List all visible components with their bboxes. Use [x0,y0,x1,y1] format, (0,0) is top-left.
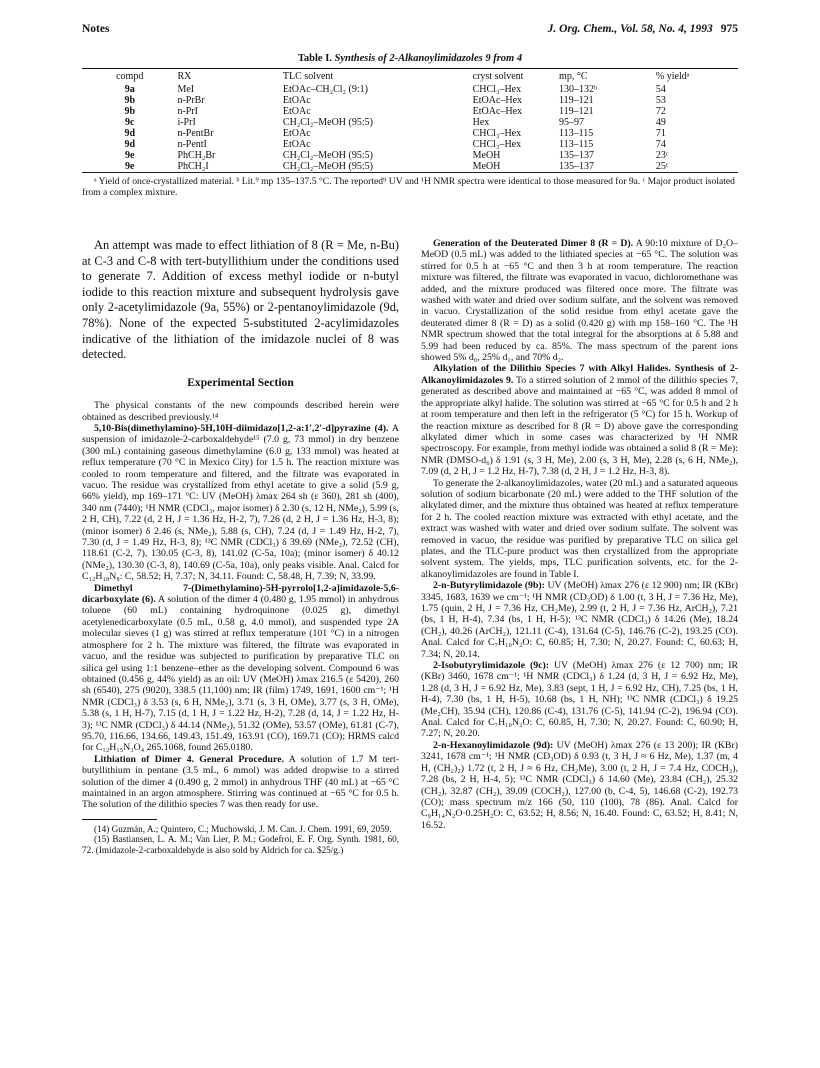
cell-rx: n-PrBr [177,95,205,106]
cell-cryst-solvent: EtOAc–Hex [472,95,523,106]
compound-6-text: A solution of the dimer 4 (0.480 g, 1.95 mmol) in anhydrous toluene (60 mL) containing hydroquinone (0.025 g), dimethyl acetylenedicarboxylate (0.5 mL, 0.58 g, 4.0 mmol), and suspended type 2A molecular sieves (1 g) was stirred at reflux temperature (101 °C) in a nitrogen atmosphere for 2 h. The mixture was filtered, the filtrate was evaporated in vacuo, and the residue was subjected to purification by preparative TLC on silica gel using 1:1 benzene–ether as the developing solvent. Compound 6 was obtained (0.456 g, 44% yield) as an oil: UV (MeOH) λmax 216.5 (ε 5420), 260 sh (6540), 275 (9020), 338.5 (11,100) nm; IR (film) 1749, 1691, 1600 cm⁻¹; ¹H NMR (CDCl₃) δ 3.53 (s, 6 H, NMe₂), 3.71 (s, 3 H, OMe), 3.77 (s, 3 H, OMe), 5.38 (s, 1 H, H-7), 7.15 (d, 1 H, J = 1.22 Hz, H-2), 7.28 (d, 14, J = 1.22 Hz, H-3); ¹³C NMR (CDCl₃) δ 44.14 (NMe₂), 51.32 (OMe), 53.57 (OMe), 61.81 (C-7), 95.70, 116.66, 134.66, 149.43, 151.49, 163.91 (CO), 169.71 (CO); HRMS calcd for C₁₂H₁₅N₃O₄ 265.1068, found 265.0180. [82,594,399,754]
paragraph-alkylation [421,363,738,477]
alkylation-text: To a stirred solution of 2 mmol of the dilithio species 7, generated as described above and maintained at −65 °C, was added 8 mmol of the appropriate alkyl halide. The solution was stirred at −65 °C for 0.5 h and 2 h at room temperature and then left in the refrigerator (5 °C) for 15 h. Workup of the reaction mixture as described for 8 (R = D) above gave the corresponding alkylated dimer which in some cases was characterized by ¹H NMR spectroscopy. For example, from methyl iodide was obtained a solid 8 (R = Me): NMR (DMSO-d₆) δ 1.91 (s, 3 H, Me), 2.00 (s, 3 H, Me), 2.28 (s, 6 H, NMe₂), 7.09 (d, 2 H, J = 1.2 Hz, H-7), 7.38 (d, 2 H, J = 1.2 Hz, H-3, 8). [421,374,738,478]
cell-tlc-solvent: EtOAc [282,106,311,117]
cell-mp: 135–137 [559,161,595,172]
cell-mp: 119–121 [559,106,594,117]
cell-tlc-solvent: EtOAc [282,128,311,139]
table-row [82,161,738,172]
cell-rx: n-PentBr [177,128,214,139]
table-row [82,84,738,95]
cell-rx: i-PrI [177,117,196,128]
cell-tlc-solvent: EtOAc [282,95,311,106]
left-column [82,238,399,856]
cell-yield: 49 [655,117,666,128]
table-label: Table I. [297,53,332,64]
page-number: 975 [720,23,738,35]
compound-6-heading: Dimethyl 7-(Dimethylamino)-5H-pyrrolo[1,2-a]imidazole-5,6-dicarboxylate (6). [82,582,399,606]
cell-yield: 23ᶜ [655,150,669,161]
header-yield: % yieldᵃ [655,71,690,82]
footnote-rule [82,819,157,820]
cell-cryst-solvent: CHCl₃–Hex [472,84,522,95]
cell-mp: 119–121 [559,95,594,106]
paragraph-9c [421,660,738,740]
header-mp: mp, °C [559,71,588,82]
cell-cryst-solvent: CHCl₃–Hex [472,128,522,139]
header-compd: compd [116,71,144,82]
table-header-row [82,69,738,84]
paragraph-alkanoylimidazoles: To generate the 2-alkanoylimidazoles, water (20 mL) and a saturated aqueous solution of sodium bicarbonate (20 mL) were added to the THF solution of the alkylated dimer, and the mixture thus obtained was heated at reflux temperature for 2 h. The cooled reaction mixture was extracted with ethyl acetate, and the extract was washed with water and dried over sodium sulfate. The solvent was removed in vacuo, the residue was purified by preparative TLC on silica gel plates, and the TLC-pure product was then crystallized from the appropriate solvent system. The yields, mps, TLC purification solvents, etc. for the 2-alkanoylimidazoles are found in Table I. [421,477,738,580]
table-caption [82,53,738,64]
cell-tlc-solvent: CH₂Cl₂–MeOH (95:5) [282,117,373,128]
paragraph-compound-4 [82,423,399,583]
table-row [82,150,738,161]
cell-cryst-solvent: CHCl₃–Hex [472,139,522,150]
journal-citation [548,23,738,35]
cell-compd: 9b [124,95,135,106]
cell-compd: 9c [124,117,135,128]
cell-yield: 71 [655,128,666,139]
header-rx: RX [177,71,192,82]
intro-paragraph: An attempt was made to effect lithiation of 8 (R = Me, n-Bu) at C-3 and C-8 with tert-butyllithium under the conditions used to generate 7. Addition of excess methyl iodide or n-butyl iodide to this reaction mixture and subsequent hydrolysis gave only 2-acetylimidazole (9a, 55%) or 2-pentanoylimidazole (9d, 78%). None of the expected 5-substituted 2-acylimidazoles indicative of the lithiation of the imidazole nuclei of 8 was detected. [82,238,399,362]
cell-cryst-solvent: MeOH [472,161,501,172]
journal-citation-text: J. Org. Chem., Vol. 58, No. 4, 1993 [547,23,713,35]
cell-compd: 9e [124,161,135,172]
cell-compd: 9a [124,84,135,95]
cell-tlc-solvent: EtOAc [282,139,311,150]
cell-yield: 53 [655,95,666,106]
table-footnote: ᵃ Yield of once-crystallized material. ᵇ Lit.⁹ mp 135–137.5 °C. The reported⁹ UV and ¹H NMR spectra were identical to those measured for 9a. ᶜ Major product isolated from a complex mixture. [82,176,735,198]
cell-tlc-solvent: EtOAc–CH₂Cl₂ (9:1) [282,84,368,95]
compound-9d-heading: 2-n-Hexanoylimidazole (9d): [433,739,554,751]
compound-9c-heading: 2-Isobutyrylimidazole (9c): [433,660,549,672]
table-1 [82,68,738,198]
header-tlc-solvent: TLC solvent [282,71,334,82]
references [82,824,399,856]
paragraph-physical-constants: The physical constants of the new compounds described herein were obtained as described previously.¹⁴ [82,400,399,423]
table-row [82,117,738,128]
cell-rx: MeI [177,84,195,95]
compound-9b-text: UV (MeOH) λmax 276 (ε 12 900) nm; IR (KBr) 3345, 1683, 1639 we cm⁻¹; ¹H NMR (CD₃OD) δ 1.00 (t, 3 H, J = 7.36 Hz, Me), 1.75 (quin, 2 H, J = 7.36 Hz, CH₂Me), 2.99 (t, 2 H, J = 7.36 Hz, ArCH₂), 7.21 (bs, 1 H, H-4), 7.34 (bs, 1 H, H-5); ¹³C NMR (CDCl₃) δ 14.26 (Me), 18.24 (CH₂), 40.26 (ArCH₂), 121.11 (C-4), 131.64 (C-5), 146.76 (C-2), 193.25 (CO). Anal. Calcd for C₇H₁₀N₂O: C, 60.85; H, 7.30; N, 20.27. Found: C, 60.63; H, 7.34; N, 20.14. [421,580,738,660]
deuterated-dimer-heading: Generation of the Deuterated Dimer 8 (R = D). [433,238,634,249]
running-head [82,23,738,39]
paragraph-compound-6 [82,583,399,754]
right-column [421,238,738,831]
cell-cryst-solvent: MeOH [472,150,501,161]
cell-cryst-solvent: Hex [472,117,490,128]
reference-14: (14) Guzmán, A.; Quintero, C.; Muchowski, J. M. Can. J. Chem. 1991, 69, 2059. [94,823,392,834]
cell-compd: 9b [124,106,135,117]
table-row [82,106,738,117]
compound-4-text: A suspension of imidazole-2-carboxaldehyde¹⁵ (7.0 g, 73 mmol) in dry benzene (300 mL) containing gaseous dimethylamine (6.0 g, 133 mmol) was heated at reflux temperature (70 °C in Mexico City) for 1.5 h. The reaction mixture was cooled to room temperature and filtered, and the filtrate was evaporated in vacuo. The residue was crystallized from ethyl acetate to give a solid (5.9 g, 66% yield), mp 169–171 °C: UV (MeOH) λmax 264 sh (ε 360), 281 sh (400), 340 nm (7440); ¹H NMR (CDCl₃, major isomer) δ 2.30 (s, 12 H, NMe₂), 5.99 (s, 2 H, CH), 7.22 (d, 2 H, J = 1.36 Hz, H-2, 7), 7.26 (d, 2 H, J = 1.36 Hz, H-3, 8); (minor isomer) δ 2.46 (s, NMe₂), 5.88 (s, CH), 7.24 (d, J = 1.49 Hz, H-2, 7), 7.30 (d, J = 1.49 Hz, H-3, 8); ¹³C NMR (CDCl₃) δ 39.69 (NMe₂), 72.52 (CH), 118.61 (C-2, 7), 130.05 (C-3, 8), 141.02 (C-5a, 10a); (minor isomer) δ 40.12 (NMe₂), 130.30 (C-3, 8), 140.69 (C-5a, 10a), only peaks visible. Anal. Calcd for C₁₂H₁₈N₈: C, 58.52; H, 7.37; N, 34.11. Found: C, 58.48, H, 7.39; N, 33.99. [82,422,399,583]
section-label: Notes [82,23,110,35]
section-heading: Experimental Section [187,375,294,389]
compound-9c-text: UV (MeOH) λmax 276 (ε 12 700) nm; IR (KBr) 3460, 1678 cm⁻¹; ¹H NMR (CDCl₃) δ 1.24 (d, 3 H, J = 6.92 Hz, Me), 1.28 (d, 3 H, J = 6.92 Hz, Me), 3.83 (sept, 1 H, J = 6.92 Hz, CH), 7.25 (bs, 1 H, H-4), 7.30 (bs, 1 H, H-5), 10.68 (bs, 1 H, NH); ¹³C NMR (CDCl₃) δ 19.25 (Me₂CH), 35.94 (CH), 120.86 (C-4), 131.76 (C-5), 141.94 (C-2), 196.94 (CO). Anal. Calcd for C₇H₁₀N₂O: C, 60.85, H, 7.30; N, 20.27. Found: C, 60.90; H, 7.27; N, 20.20. [421,660,738,740]
cell-rx: PhCH₂Br [177,150,216,161]
header-cryst-solvent: cryst solvent [472,71,524,82]
compound-9b-heading: 2-n-Butyrylimidazole (9b): [433,580,545,592]
lithiation-heading: Lithiation of Dimer 4. General Procedure. [94,753,284,765]
paragraph-lithiation [82,754,399,811]
cell-tlc-solvent: CH₂Cl₂–MeOH (95:5) [282,150,373,161]
cell-yield: 25ᶜ [655,161,669,172]
alkylation-heading: Alkylation of the Dilithio Species 7 with Alkyl Halides. Synthesis of 2-Alkanoylimidazoles 9. [421,363,738,386]
paragraph-9d [421,740,738,831]
cell-rx: PhCH₂I [177,161,209,172]
cell-yield: 54 [655,84,666,95]
cell-mp: 113–115 [559,139,594,150]
cell-rx: n-PentI [177,139,207,150]
cell-compd: 9d [124,128,135,139]
cell-tlc-solvent: CH₂Cl₂–MeOH (95:5) [282,161,373,172]
cell-compd: 9d [124,139,135,150]
deuterated-dimer-text: A 90:10 mixture of D₂O–MeOD (0.5 mL) was added to the lithiated species at −65 °C. The solution was stirred for 0.5 h at −65 °C and then 3 h at room temperature. The reaction mixture was filtered, the filtrate was evaporated in vacuo, dichloromethane was added, and the mixture produced was filtered once more. The filtrate was washed with water and dried over sodium sulfate, and the solvent was removed in vacuo. Crystallization of the solid residue from ethyl acetate gave the deuterated dimer 8 (R = D) as a solid (0.420 g) with mp 158–160 °C. The ¹H NMR spectrum showed that the total integral for the absorptions at δ 5.88 and 5.99 had been reduced by ca. 85%. The mass spectrum of the parent ions showed 5% d₀, 25% d₁, and 70% d₂. [421,238,738,364]
table-row [82,139,738,150]
cell-mp: 95–97 [559,117,585,128]
table-row [82,95,738,106]
table-bottom-rule [82,172,738,173]
table-title: Synthesis of 2-Alkanoylimidazoles 9 from 4 [334,53,523,64]
cell-cryst-solvent: EtOAc–Hex [472,106,523,117]
cell-yield: 74 [655,139,666,150]
compound-9d-text: UV (MeOH) λmax 276 (ε 13 200); IR (KBr) 3241, 1678 cm⁻¹; ¹H NMR (CD₃OD) δ 0.93 (t, 3 H, J ≈ 6 Hz, Me), 1.37 (m, 4 H, (CH₂)₂) 1.72 (t, 2 H, J ≈ 6 Hz, CH₂Me), 3.00 (t, 2 H, J = 7.4 Hz, COCH₂), 7.28 (bs, 2 H, H-4, 5); ¹³C NMR (CDCl₃) δ 14.60 (Me), 23.84 (CH₂), 25.32 (CH₂), 32.87 (CH₂), 39.09 (COCH₂), 127.00 (b, C-4, 5), 146.68 (C-2), 192.73 (CO); mass spectrum m/z 166 (50, 110 (100), 78 (86). Anal. Calcd for C₉H₁₄N₂O·0.25H₂O: C, 63.52; H, 8.56; N, 16.40. Found: C, 63.52; H, 8.41; N, 16.52. [421,739,738,831]
cell-mp: 130–132ᵇ [559,84,598,95]
table-row [82,128,738,139]
lithiation-text: A solution of 1.7 M tert-butyllithium in pentane (3.5 mL, 6 mmol) was added dropwise to a stirred solution of the dimer 4 (0.490 g, 2 mmol) in anhydrous THF (40 mL) at −65 °C maintained in an argon atmosphere. Stirring was continued at −65 °C for 0.5 h. The solution of the dilithio species 7 was then ready for use. [82,753,399,811]
cell-mp: 113–115 [559,128,594,139]
cell-compd: 9e [124,150,135,161]
cell-rx: n-PrI [177,106,198,117]
synthesis-table [82,69,738,172]
paragraph-deuterated-dimer [421,238,738,363]
reference-15: (15) Bastiansen, L. A. M.; Van Lier, P. M.; Godefroi, E. F. Org. Synth. 1981, 60, 72. (Imidazole-2-carboxaldehyde is also sold by Aldrich for ca. $25/g.) [82,834,399,855]
compound-4-heading: 5,10-Bis(dimethylamino)-5H,10H-diimidazo[1,2-a:1′,2′-d]pyrazine (4). [94,422,389,434]
cell-yield: 72 [655,106,666,117]
cell-mp: 135–137 [559,150,595,161]
paragraph-9b [421,580,738,660]
